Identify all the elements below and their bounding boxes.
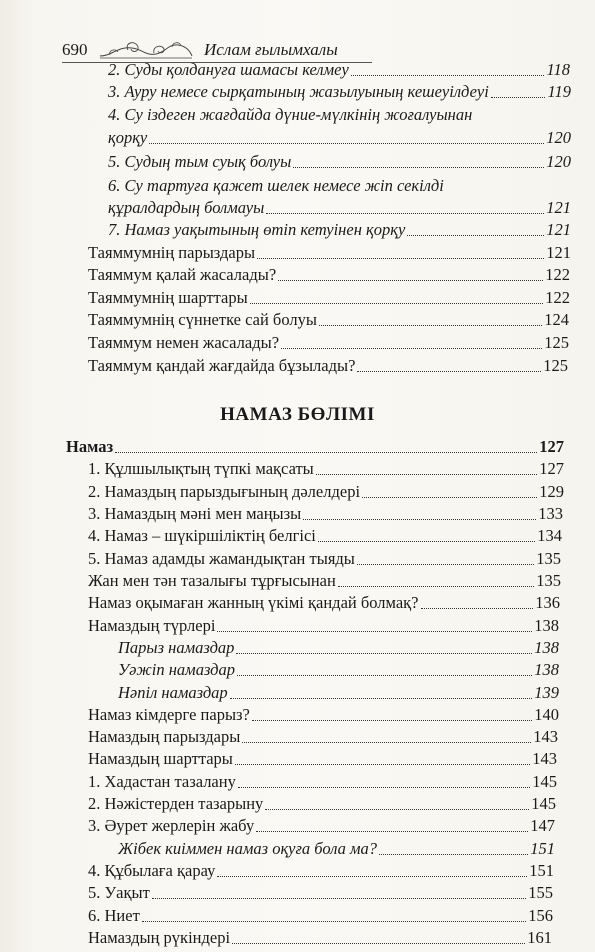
toc-entry[interactable]: құралдардың болмауы 121 (108, 198, 571, 217)
dot-leader (338, 586, 534, 587)
toc-entry-line1[interactable]: 6. Су тартуға қажет шелек немесе жіп секілді (108, 176, 444, 195)
dot-leader (303, 519, 536, 520)
toc-entry[interactable]: 5. Намаз адамды жамандықтан тыяды 135 (88, 548, 561, 568)
dot-leader (351, 75, 545, 76)
dot-leader (316, 474, 537, 475)
toc-entry[interactable]: Намаз 127 (66, 437, 564, 456)
dot-leader (278, 280, 543, 281)
toc-entry[interactable]: Намаздың парыздары 143 (88, 727, 558, 747)
dot-leader (230, 698, 533, 699)
dot-leader (421, 608, 534, 609)
page-number: 690 (62, 40, 88, 59)
toc-entry[interactable]: 5. Уақыт 155 (88, 883, 553, 903)
toc-entry[interactable]: Уәжіп намаздар 138 (118, 660, 559, 680)
dot-leader (252, 720, 532, 721)
toc-entry[interactable]: Намаздың шарттары 143 (88, 749, 557, 769)
dot-leader (235, 764, 530, 765)
toc-entry[interactable]: 4. Құбылаға қарау 151 (88, 861, 554, 881)
dot-leader (257, 258, 544, 259)
dot-leader (379, 854, 528, 855)
toc-entry[interactable]: 3. Намаздың мәні мен маңызы 133 (88, 503, 563, 523)
dot-leader (142, 921, 526, 922)
toc-entry[interactable]: 6. Ниет 156 (88, 905, 553, 925)
dot-leader (250, 303, 544, 304)
dot-leader (217, 876, 527, 877)
toc-entry[interactable]: Таяммум қандай жағдайда бұзылады? 125 (88, 356, 568, 375)
toc-entry[interactable]: Таяммумнің шарттары 122 (88, 288, 570, 307)
dot-leader (293, 167, 544, 168)
toc-entry[interactable]: Намаздың түрлері 138 (88, 615, 559, 635)
running-title: Ислам ғылымхалы (204, 40, 338, 59)
toc-entry-line1[interactable]: 4. Су іздеген жағдайда дүние-мүлкінің жоғалуынан (108, 105, 473, 124)
toc-entry[interactable]: Таяммумнің сүннетке сай болуы 124 (88, 310, 569, 329)
toc-entry[interactable]: Таяммум қалай жасалады? 122 (88, 265, 570, 284)
dot-leader (357, 371, 541, 372)
dot-leader (266, 213, 544, 214)
section-title: НАМАЗ БӨЛІМІ (220, 404, 375, 425)
toc-entry[interactable]: Таяммумнің парыздары 121 (88, 243, 571, 262)
dot-leader (115, 452, 537, 453)
toc-entry[interactable]: 2. Намаздың парыздығының дәлелдері 129 (88, 481, 564, 501)
toc-entry[interactable]: Намаздың рүкіндері 161 (88, 928, 552, 947)
toc-entry[interactable]: 4. Намаз – шүкіршіліктің белгісі 134 (88, 526, 562, 546)
dot-leader (149, 143, 544, 144)
dot-leader (491, 97, 546, 98)
toc-entry[interactable]: Парыз намаздар 138 (118, 637, 559, 657)
toc-entry[interactable]: Жібек киіммен намаз оқуға бола ма? 151 (118, 838, 555, 858)
toc-entry[interactable]: Жан мен тән тазалығы тұрғысынан 135 (88, 570, 561, 590)
toc-entry[interactable]: 7. Намаз уақытының өтіп кетуінен қорқу 121 (108, 220, 571, 239)
dot-leader (265, 809, 529, 810)
toc-entry[interactable]: 1. Хадастан тазалану 145 (88, 771, 557, 791)
ornament-icon (98, 38, 194, 60)
dot-leader (232, 943, 525, 944)
dot-leader (152, 898, 526, 899)
dot-leader (362, 497, 537, 498)
toc-entry[interactable]: Таяммум немен жасалады? 125 (88, 333, 569, 352)
dot-leader (217, 631, 532, 632)
toc-entry[interactable]: 3. Әурет жерлерін жабу 147 (88, 816, 555, 836)
dot-leader (319, 325, 542, 326)
toc-entry[interactable]: қорқу 120 (108, 128, 571, 147)
dot-leader (407, 235, 544, 236)
dot-leader (256, 831, 528, 832)
dot-leader (238, 787, 530, 788)
dot-leader (242, 742, 531, 743)
dot-leader (236, 653, 532, 654)
toc-entry[interactable]: Намаз кімдерге парыз? 140 (88, 704, 559, 724)
dot-leader (357, 564, 534, 565)
toc-entry[interactable]: 2. Нәжістерден тазарыну 145 (88, 794, 556, 814)
toc-entry[interactable]: 2. Суды қолдануға шамасы келмеу 118 (108, 60, 570, 79)
dot-leader (281, 348, 542, 349)
toc-entry[interactable]: 5. Судың тым суық болуы 120 (108, 152, 571, 171)
toc-entry[interactable]: Нәпіл намаздар 139 (118, 682, 559, 702)
dot-leader (318, 541, 535, 542)
toc-entry[interactable]: 3. Ауру немесе сырқатының жазылуының кешеуілдеуі 119 (108, 82, 571, 101)
dot-leader (237, 675, 532, 676)
toc-entry[interactable]: Намаз оқымаған жанның үкімі қандай болмақ? 136 (88, 593, 560, 613)
toc-entry[interactable]: 1. Құлшылықтың түпкі мақсаты 127 (88, 459, 564, 479)
